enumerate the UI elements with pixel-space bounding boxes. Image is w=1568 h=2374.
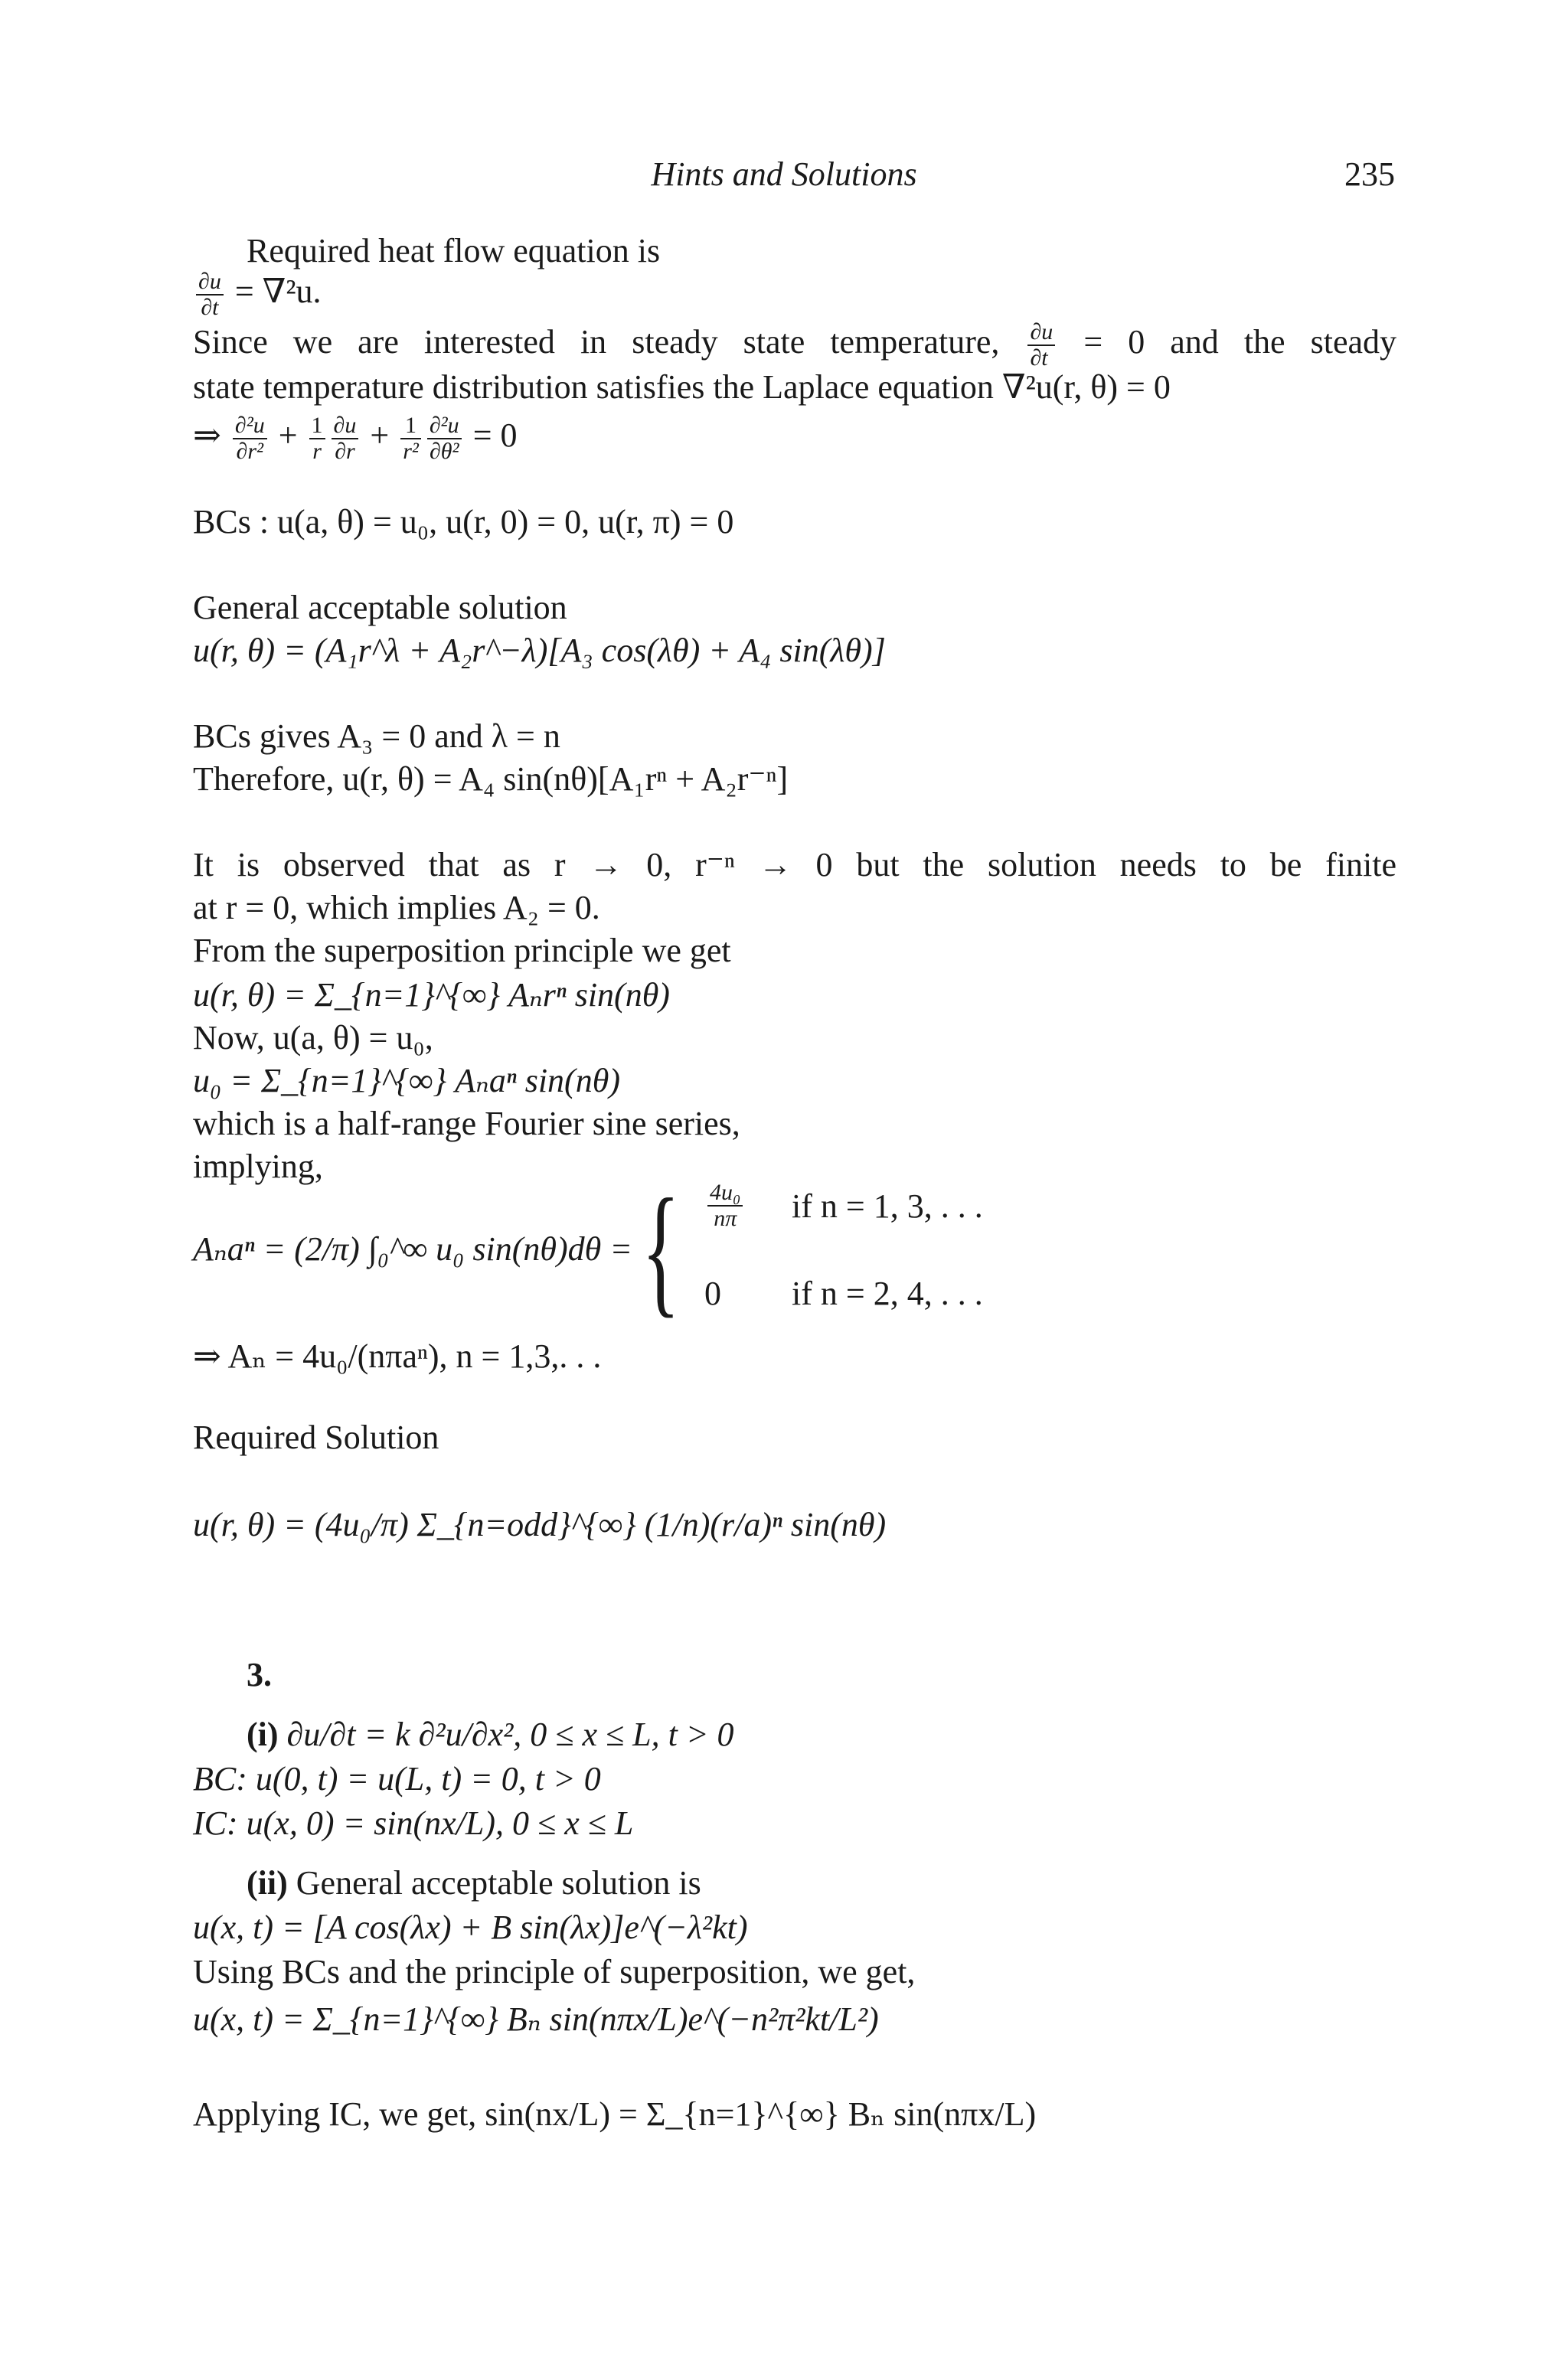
text-line: which is a half-range Fourier sine series,	[193, 1105, 740, 1142]
text-line: Since we are interested in steady state temperature, $\frac{\partial u}{\partial t}$ = 0 and the steady	[193, 319, 1397, 371]
final-solution: u(r, θ) = (4u₀/π) Σ_{n=odd}^{∞} (1/n)(r/a)ⁿ sin(nθ)	[193, 1506, 887, 1543]
fraction-du-dt: $\frac{\partial u}{\partial t}$	[196, 269, 224, 320]
cases-brace: {	[642, 1170, 681, 1331]
case-2-condition: if n = 2, 4, . . .	[792, 1275, 983, 1312]
text-line: Required Solution	[193, 1419, 439, 1456]
text-line: Using BCs and the principle of superposition, we get,	[193, 1953, 916, 1990]
running-header-title: Hints and Solutions	[651, 155, 917, 193]
part-ii-heading: (ii) General acceptable solution is	[247, 1864, 701, 1902]
series-u0: u₀ = Σ_{n=1}^{∞} Aₙaⁿ sin(nθ)	[193, 1062, 620, 1099]
text-line: implying,	[193, 1148, 323, 1185]
laplace-polar-equation: ⇒ $\frac{\text{∂²u}}{\text{∂r²}}$ + $\frac{1}{r}$ $\frac{\partial u}{\partial r}$ + $\frac{1}{\text{r²}}$ $\frac{\text{∂²u}}{\text{∂θ²}}$ = 0	[193, 413, 518, 464]
heat-series-solution: u(x, t) = Σ_{n=1}^{∞} Bₙ sin(nπx/L)e^(−n²π²kt/L²)	[193, 2000, 879, 2038]
applying-ic-line: Applying IC, we get, sin(nx/L) = Σ_{n=1}^{∞} Bₙ sin(nπx/L)	[193, 2095, 1037, 2133]
text-line: General acceptable solution	[193, 589, 567, 626]
case-2-value: 0	[704, 1275, 721, 1312]
series-solution: u(r, θ) = Σ_{n=1}^{∞} Aₙrⁿ sin(nθ)	[193, 976, 670, 1014]
case-1-value: $\frac{\text{4u₀}}{n\pi}$	[704, 1180, 746, 1231]
text-line: state temperature distribution satisfies the Laplace equation ∇²u(r, θ) = 0	[193, 368, 1171, 406]
boundary-conditions: BCs : u(a, θ) = u₀, u(r, 0) = 0, u(r, π) = 0	[193, 503, 734, 540]
text-line: From the superposition principle we get	[193, 932, 731, 969]
text-line: BCs gives A₃ = 0 and λ = n	[193, 717, 560, 755]
general-solution: u(r, θ) = (A₁r^λ + A₂r^−λ)[A₃ cos(λθ) + A₄ sin(λθ)]	[193, 632, 886, 669]
boundary-condition: BC: u(0, t) = u(L, t) = 0, t > 0	[193, 1760, 601, 1798]
text-line: at r = 0, which implies A₂ = 0.	[193, 889, 600, 926]
text-line: Required heat flow equation is	[247, 232, 661, 269]
fraction-du-dt: $\frac{\partial u}{\partial t}$	[1027, 320, 1055, 371]
page-number: 235	[1344, 155, 1395, 193]
case-1-condition: if n = 1, 3, . . .	[792, 1187, 983, 1225]
part-i-equation: (i) ∂u/∂t = k ∂²u/∂x², 0 ≤ x ≤ L, t > 0	[247, 1716, 734, 1753]
text-line: It is observed that as r → 0, r⁻ⁿ → 0 but the solution needs to be finite	[193, 846, 1396, 883]
coefficient-integral: Aₙaⁿ = (2/π) ∫₀^∞ u₀ sin(nθ)dθ =	[193, 1230, 632, 1268]
section-number: 3.	[247, 1656, 272, 1693]
coefficient-result: ⇒ Aₙ = 4u₀/(nπaⁿ), n = 1,3,. . .	[193, 1337, 602, 1375]
initial-condition: IC: u(x, 0) = sin(nx/L), 0 ≤ x ≤ L	[193, 1804, 634, 1842]
text-line: Now, u(a, θ) = u₀,	[193, 1019, 433, 1056]
heat-equation: $\frac{\partial u}{\partial t}$ = ∇²u.	[193, 269, 322, 320]
text-line: Therefore, u(r, θ) = A₄ sin(nθ)[A₁rⁿ + A₂r⁻ⁿ]	[193, 760, 789, 798]
heat-general-solution: u(x, t) = [A cos(λx) + B sin(λx)]e^(−λ²kt)	[193, 1909, 748, 1946]
